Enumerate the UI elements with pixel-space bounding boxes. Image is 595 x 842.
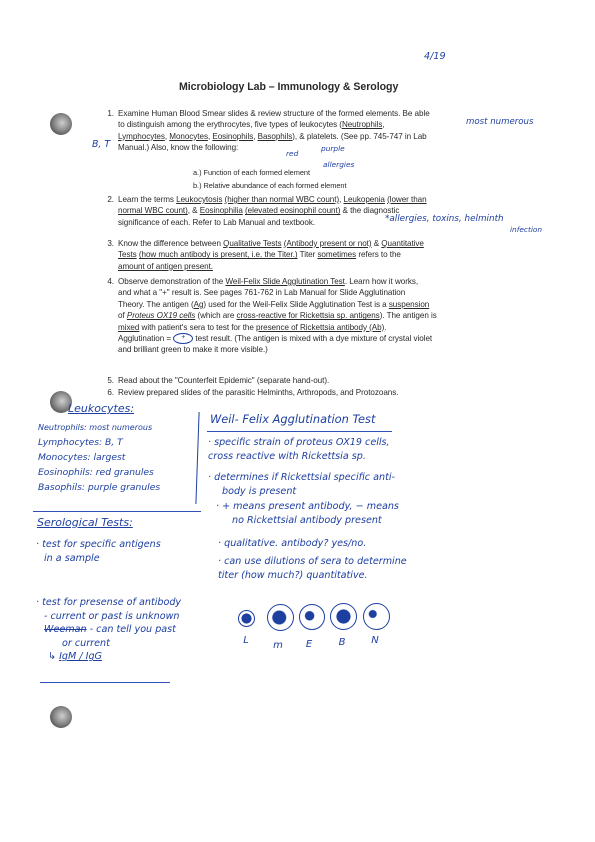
item-4-line-3: Theory. The antigen (Ag) used for the Weil-Felix Slide Agglutination Test is a suspension (118, 299, 430, 309)
term-eosinophilia: Eosinophilia (199, 206, 243, 216)
presence-note: Weeman - can tell you past (44, 624, 176, 635)
weil-felix-note: · determines if Rickettsial specific anti- (208, 471, 395, 483)
term-leukocytosis: Leukocytosis (176, 195, 223, 204)
list-item-3 (107, 238, 558, 272)
weil-felix-note: · qualitative. antibody? yes/no. (218, 538, 367, 550)
item-4-line-7: and brilliant green to make it more visible.) (118, 345, 268, 355)
basophil-sketch (330, 603, 357, 630)
scribbled-word: Weeman (44, 624, 87, 635)
weil-felix-note: · specific strain of proteus OX19 cells, (208, 437, 390, 448)
weil-felix-note: body is present (222, 486, 297, 498)
leukocyte-note: Monocytes: largest (38, 452, 126, 463)
item-number: 6. (107, 388, 114, 397)
item-1-line-3: Lymphocytes, Monocytes, Eosinophils, Basophils), & platelets. (See pp. 745-747 in Lab (118, 131, 427, 141)
item-1-line-1: Examine Human Blood Smear slides & review structure of the formed elements. Be able (118, 109, 430, 118)
term-lymphocytes: Lymphocytes (118, 131, 165, 141)
weil-felix-notes (208, 436, 407, 584)
item-4-line-6: Agglutination = + test result. (The antigen is mixed with a dye mixture of crystal violet (118, 334, 433, 344)
serological-note: in a sample (44, 553, 100, 564)
term-qualitative: Qualitative Tests (223, 239, 282, 248)
term-neutrophils: Neutrophils (341, 120, 383, 130)
neutrophil-sketch (363, 603, 390, 630)
page-title: Microbiology Lab – Immunology & Serology (179, 81, 399, 93)
item-number: 3. (107, 239, 114, 248)
item-1-line-4: Manual.) Also, know the following: (118, 143, 239, 153)
annotation-red: red (286, 149, 299, 158)
item-number: 4. (107, 277, 114, 286)
item-3-line-1: Know the difference between Qualitative Tests (Antibody present or not) & Quantitative (118, 239, 424, 248)
weil-felix-note: · + means present antibody, − means (216, 500, 399, 512)
leukocytes-heading: Leukocytes: (68, 402, 135, 415)
cell-label: N (371, 635, 379, 646)
eosinophil-sketch (299, 604, 325, 630)
item-3-line-2: Tests (how much antibody is present, i.e. the Titer.) Titer sometimes refers to the (118, 250, 401, 260)
annotation-infection: infection (510, 225, 543, 234)
item-4-line-2: and what a "+" result is. See pages 761-762 in Lab Manual for Slide Agglutination (118, 288, 406, 298)
term-eosinophils: Eosinophils (212, 131, 254, 141)
weil-felix-heading: Weil- Felix Agglutination Test (210, 412, 376, 426)
weil-felix-note: cross reactive with Rickettsia sp. (208, 451, 366, 463)
item-number: 1. (107, 109, 114, 118)
section-rule-upper (33, 511, 201, 512)
notes-divider (195, 412, 199, 504)
hole-punch-top (50, 113, 72, 135)
monocyte-sketch (267, 604, 294, 631)
weil-felix-note: no Rickettsial antibody present (232, 515, 382, 527)
leukocyte-note: Lymphocytes: B, T (38, 437, 123, 448)
serological-notes (36, 538, 161, 566)
term-weil-felix: Weil-Felix Slide Agglutination Test (225, 277, 345, 286)
presence-note: ↳ IgM / IgG (48, 651, 102, 662)
presence-note: - current or past is unknown (44, 610, 180, 622)
annotation-allergies-toxins: *allergies, toxins, helminth (385, 214, 504, 224)
serological-heading: Serological Tests: (37, 516, 133, 529)
presence-notes (36, 596, 181, 664)
weil-felix-underline (207, 431, 392, 432)
item-4-line-1: Observe demonstration of the Weil-Felix Slide Agglutination Test. Learn how it works, (118, 277, 419, 286)
sub-item-b: b.) Relative abundance of each formed element (193, 181, 347, 190)
leukocyte-note: Neutrophils: most numerous (38, 423, 153, 432)
item-2-line-1: Learn the terms Leukocytosis (higher than normal WBC count), Leukopenia (lower than (118, 195, 427, 204)
weil-felix-note: · can use dilutions of sera to determine (218, 555, 407, 567)
list-item-5: 5. Read about the "Counterfeit Epidemic" (separate hand-out). (118, 375, 558, 386)
annotation-purple: purple (321, 144, 345, 153)
item-number: 5. (107, 376, 114, 385)
annotation-allergies: allergies (323, 160, 355, 169)
leukocyte-note: Basophils: purple granules (38, 482, 161, 493)
item-2-line-2: normal WBC count), & Eosinophilia (elevated eosinophil count) & the diagnostic (118, 206, 400, 216)
weil-felix-note: titer (how much?) quantitative. (218, 570, 368, 582)
cell-label: m (273, 640, 283, 651)
list-item-6: 6. Review prepared slides of the parasitic Helminths, Arthropods, and Protozoans. (118, 387, 558, 398)
term-monocytes: Monocytes (169, 131, 208, 141)
term-quantitative: Quantitative (381, 239, 424, 248)
cell-label: E (305, 639, 313, 650)
presence-note: · test for presense of antibody (36, 597, 182, 608)
annotation-bt: B, T (92, 139, 111, 150)
item-4-line-4: of Proteus OX19 cells (which are cross-reactive for Rickettsia sp. antigens). The antigen is (118, 311, 437, 321)
section-rule-lower (40, 682, 170, 683)
presence-note: or current (62, 637, 110, 649)
cell-label: B (338, 637, 346, 648)
serological-note: · test for specific antigens (36, 539, 161, 550)
annotation-most-numerous: most numerous (466, 117, 534, 127)
sub-item-a: a.) Function of each formed element (193, 168, 310, 177)
list-item-4 (107, 276, 558, 356)
leukocytes-notes (38, 420, 160, 495)
cell-label: L (243, 635, 249, 646)
item-number: 2. (107, 195, 114, 204)
item-3-line-3: amount of antigen present. (118, 261, 213, 271)
handwritten-date: 4/19 (424, 51, 446, 62)
hole-punch-bottom (50, 706, 72, 728)
lymphocyte-sketch (238, 610, 255, 627)
plus-circle-annotation: + (173, 333, 193, 344)
leukocyte-note: Eosinophils: red granules (38, 467, 154, 478)
term-basophils: Basophils (257, 131, 293, 141)
item-1-line-2: to distinguish among the erythrocytes, five types of leukocytes (Neutrophils, (118, 120, 385, 130)
item-2-line-3: significance of each. Refer to Lab Manual and textbook. (118, 217, 316, 227)
term-leukopenia: Leukopenia (343, 195, 385, 204)
item-4-line-5: mixed with patient's sera to test for the presence of Rickettsia antibody (Ab). (118, 322, 387, 332)
